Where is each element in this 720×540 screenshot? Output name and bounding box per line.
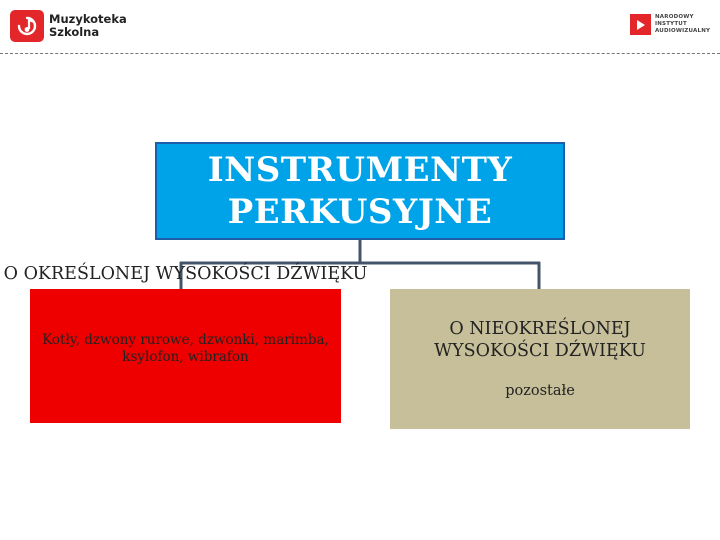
right-node-title: O NIEOKREŚLONEJ WYSOKOŚCI DŹWIĘKU xyxy=(434,319,646,361)
nina-text-line2: INSTYTUT xyxy=(655,21,687,27)
right-node xyxy=(390,289,690,429)
nina-text-line3: AUDIOWIZUALNY xyxy=(655,28,711,34)
right-node-body: pozostałe xyxy=(505,383,575,399)
root-node-label: INSTRUMENTY PERKUSYJNE xyxy=(207,150,513,232)
left-node-title: O OKREŚLONEJ WYSOKOŚCI DŹWIĘKU xyxy=(3,264,368,284)
logo-text-line1: Muzykoteka xyxy=(49,12,127,26)
nina-text-line1: NARODOWY xyxy=(655,14,694,20)
root-node xyxy=(155,142,565,240)
left-node-body: Kotły, dzwony rurowe, dzwonki, marimba, ksylofon, wibrafon xyxy=(42,332,329,365)
logo-text-line2: Szkolna xyxy=(49,25,100,39)
